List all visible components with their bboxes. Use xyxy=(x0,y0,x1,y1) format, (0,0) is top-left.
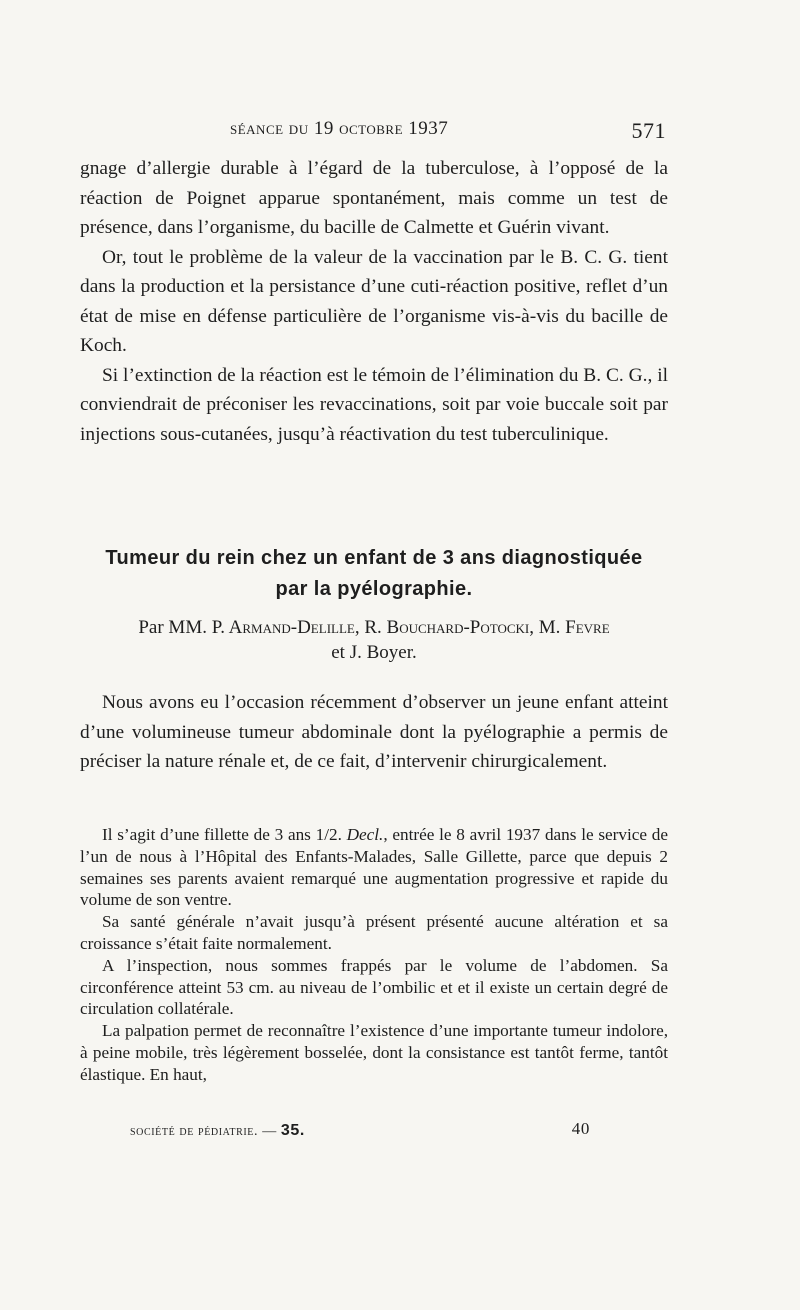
footer-journal: société de pédiatrie. — xyxy=(130,1124,281,1139)
article-title-line: Tumeur du rein chez un enfant de 3 ans diagnostiquée xyxy=(105,547,643,569)
paragraph: La palpation permet de reconnaître l’existence d’une importante tumeur indolore, à peine mobile, très légèrement bosselée, dont la consistance est tantôt ferme, tantôt élastique. En haut, xyxy=(80,1021,668,1084)
article-title xyxy=(80,543,668,605)
running-head xyxy=(80,118,666,144)
page-footer xyxy=(130,1119,590,1140)
paragraph: gnage d’allergie durable à l’égard de la tuberculose, à l’opposé de la réaction de Poignet apparue spontanément, mais comme un test de présence, dans l’organisme, du bacille de Calmette et Guérin vivant. xyxy=(80,158,668,238)
running-head-title: séance du 19 octobre 1937 xyxy=(230,118,449,139)
signature-mark: 35. xyxy=(280,1122,305,1139)
footer-folio: 40 xyxy=(571,1119,590,1138)
continued-text xyxy=(80,154,668,449)
page-number: 571 xyxy=(631,118,666,143)
authors-prefix: Par MM. xyxy=(138,617,212,638)
article-authors xyxy=(80,615,668,665)
paragraph: Nous avons eu l’occasion récemment d’observer un jeune enfant atteint d’une volumineuse tumeur abdominale dont la pyélographie a permis de préciser la nature rénale et, de ce fait, d’intervenir chirurgicalement. xyxy=(80,692,668,772)
paragraph: Si l’extinction de la réaction est le témoin de l’élimination du B. C. G., il conviendrait de préconiser les revaccinations, soit par voie buccale soit par injections sous-cutanées, jusqu’à réactivation du test tuberculinique. xyxy=(80,364,668,445)
paragraph: Or, tout le problème de la valeur de la vaccination par le B. C. G. tient dans la production et la persistance d’une cuti-réaction positive, reflet d’un état de mise en défense particulière de l’organisme vis-à-vis du bacille de Koch. xyxy=(80,246,668,356)
article-intro xyxy=(80,688,668,777)
paragraph: A l’inspection, nous sommes frappés par le volume de l’abdomen. Sa circonférence atteint 53 cm. au niveau de l’ombilic et et il existe un certain degré de circulation collatérale. xyxy=(80,955,668,1019)
case-report xyxy=(80,824,668,1086)
patient-name: Decl. xyxy=(346,825,384,844)
paragraph: Il s’agit d’une fillette de 3 ans 1/2. Decl., entrée le 8 avril 1937 dans le service de l’un de nous à l’Hôpital des Enfants-Malades, Salle Gillette, parce que depuis 2 semaines ses parents avaient remarqué une augmentation progressive et rapide du volume de son ventre. xyxy=(80,825,668,910)
authors-names: P. Armand-Delille, R. Bouchard-Potocki, M. Fevre xyxy=(211,617,610,638)
paragraph: Sa santé générale n’avait jusqu’à présent présenté aucune altération et sa croissance s’était faite normalement. xyxy=(80,912,668,953)
authors-names: et J. Boyer. xyxy=(331,642,417,663)
article-title-line: par la pyélographie. xyxy=(275,578,473,600)
